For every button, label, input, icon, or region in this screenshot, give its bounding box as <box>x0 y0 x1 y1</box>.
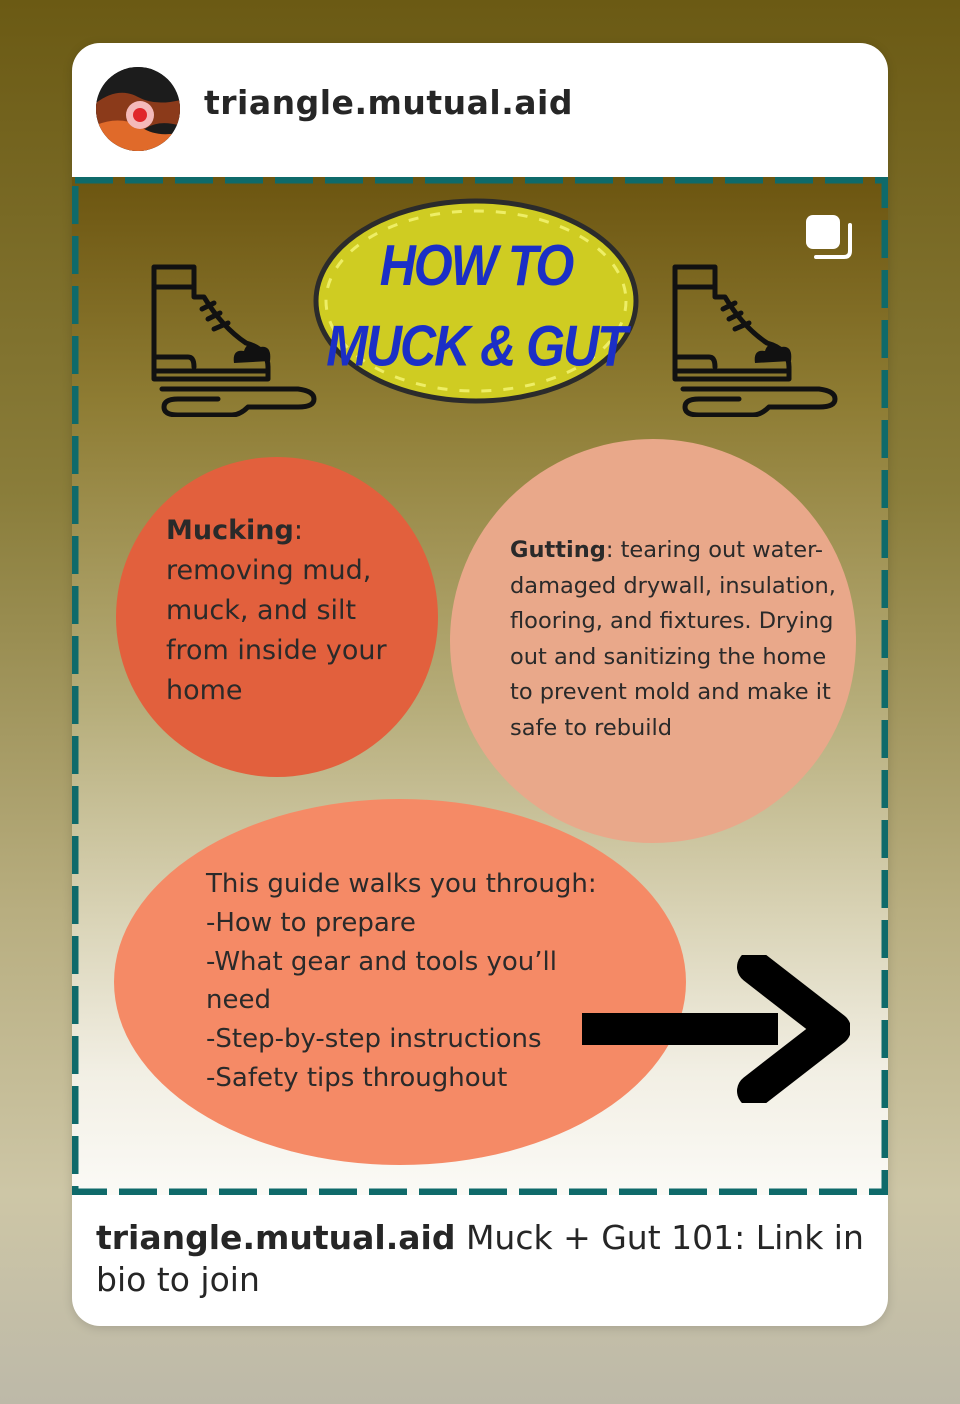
mucking-text: removing mud, muck, and silt from inside your home <box>166 555 387 706</box>
boot-icon <box>148 257 328 417</box>
arrow-right-icon <box>578 955 850 1103</box>
gutting-definition: Gutting: tearing out water-damaged drywall, insulation, flooring, and fixtures. Drying out and sanitizing the home to prevent mold and make it safe to rebuild <box>510 537 836 741</box>
post-header <box>72 43 888 177</box>
guide-intro: This guide walks you through: <box>206 869 597 899</box>
story-card <box>72 43 888 1326</box>
gutting-text: tearing out water-damaged drywall, insulation, flooring, and fixtures. Drying out and sanitizing the home to prevent mold and make it safe to rebuild <box>510 537 836 741</box>
guide-item: -Safety tips throughout <box>206 1062 508 1093</box>
post-username[interactable]: triangle.mutual.aid <box>204 83 573 122</box>
guide-item: -Step-by-step instructions <box>206 1024 542 1055</box>
title-line-1: HOW TO <box>379 233 573 298</box>
avatar-icon <box>96 67 180 151</box>
title-line-2: MUCK & GUT <box>326 313 626 378</box>
title <box>313 225 639 386</box>
caption-username[interactable]: triangle.mutual.aid <box>96 1218 456 1257</box>
mucking-definition: Mucking: removing mud, muck, and silt from inside your home <box>166 515 387 706</box>
post-image <box>72 177 888 1195</box>
boot-icon <box>669 257 849 417</box>
mucking-term: Mucking <box>166 515 294 546</box>
gutting-term: Gutting <box>510 537 606 563</box>
post-caption <box>96 1217 866 1301</box>
avatar[interactable] <box>96 67 180 151</box>
guide-item: -How to prepare <box>206 907 416 938</box>
caption-text: Muck + Gut 101: Link in bio to join <box>96 1218 864 1299</box>
guide-item: -What gear and tools you’ll need <box>206 946 557 1016</box>
multiple-images-icon[interactable] <box>804 213 854 263</box>
